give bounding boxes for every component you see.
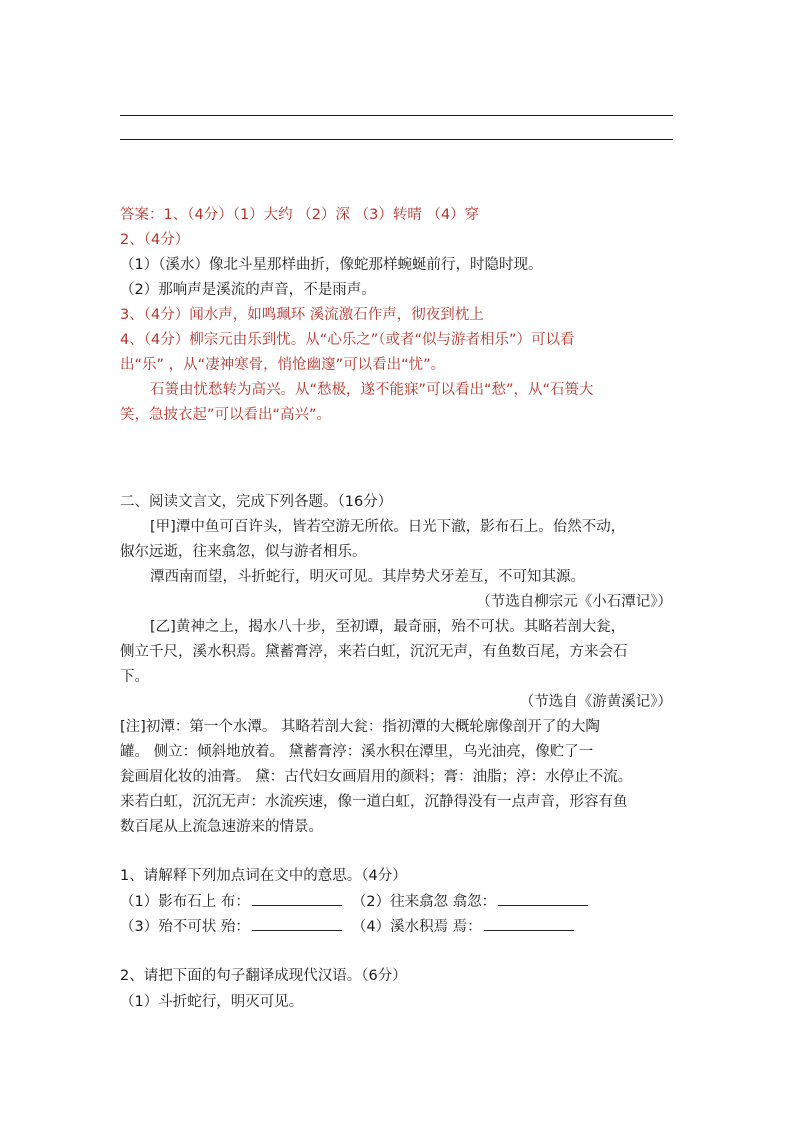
- question-2-title: 2、请把下面的句子翻译成现代汉语。（6分）: [120, 968, 407, 984]
- answer-line-6: 4、（4分）柳宗元由乐到忧。从“心乐之”（或者“似与游者相乐”）可以看: [120, 332, 575, 348]
- answer-line-4: （2）那响声是溪流的声音，不是雨声。: [120, 282, 376, 298]
- answer-line-9: 笑，急披衣起”可以看出“高兴”。: [120, 407, 332, 423]
- answer-line-3: （1）（溪水）像北斗星那样曲折，像蛇那样蜿蜒前行，时隐时现。: [120, 257, 543, 273]
- passage-jia-line-3: 潭西南而望，斗折蛇行，明灭可见。其岸势犬牙差互，不可知其源。: [150, 569, 585, 585]
- answer-blank-line-2: [120, 139, 673, 140]
- answer-line-5: 3、（4分）闻水声，如鸣珮环 溪流激石作声，彻夜到枕上: [120, 307, 484, 323]
- answer-line-7: 出“乐” ，从“凄神寒骨，悄怆幽邃”可以看出“忧”。: [120, 357, 446, 373]
- answer-blank[interactable]: [252, 891, 342, 906]
- passage-yi-line-2: 侧立千尺，溪水积焉。黛蓄膏渟，来若白虹，沉沉无声，有鱼数百尾，方来会石: [120, 644, 628, 660]
- passage-yi-source: （节选自《游黄溪记》）: [519, 694, 672, 710]
- answer-line-2: 2、（4分）: [120, 232, 190, 248]
- question-2-item-1: （1）斗折蛇行，明灭可见。: [120, 994, 304, 1010]
- passage-yi-line-3: 下。: [120, 669, 149, 685]
- question-1-item-2: （2）往来翕忽 翕忽：: [351, 894, 497, 910]
- answer-line-1: 答案：1、（4分）（1）大约 （2）深 （3）转晴 （4）穿: [120, 207, 480, 223]
- answer-blank-line-1: [120, 115, 673, 116]
- answer-blank[interactable]: [484, 916, 574, 931]
- note-line-3: 瓮画眉化妆的油膏。 黛：古代妇女画眉用的颜料；膏：油脂；渟：水停止不流。: [120, 769, 633, 785]
- passage-jia-source: （节选自柳宗元《小石潭记》）: [476, 594, 672, 610]
- note-line-4: 来若白虹，沉沉无声：水流疾速，像一道白虹，沉静得没有一点声音，形容有鱼: [120, 794, 628, 810]
- question-1-item-4: （4）溪水积焉 焉：: [351, 919, 482, 935]
- question-1-item-3: （3）殆不可状 殆：: [120, 919, 250, 935]
- passage-jia-line-1: [甲]潭中鱼可百许头，皆若空游无所依。日光下澈，影布石上。佁然不动，: [150, 519, 626, 535]
- note-line-5: 数百尾从上流急速游来的情景。: [120, 819, 323, 835]
- question-1-item-1: （1）影布石上 布：: [120, 894, 250, 910]
- question-1-row-2: [120, 916, 574, 937]
- answer-line-8: 石箦由忧愁转为高兴。从“愁极，遂不能寐”可以看出“愁”，从“石篑大: [150, 382, 594, 398]
- passage-jia-line-2: 俶尔远逝，往来翕忽，似与游者相乐。: [120, 544, 367, 560]
- answer-blank[interactable]: [252, 916, 342, 931]
- note-line-2: 罐。 侧立：倾斜地放着。 黛蓄膏渟：溪水积在潭里，乌光油亮，像贮了一: [120, 744, 594, 760]
- question-1-title: 1、请解释下列加点词在文中的意思。（4分）: [120, 868, 407, 884]
- question-1-row-1: [120, 891, 588, 912]
- reading-heading: 二、阅读文言文，完成下列各题。（16分）: [120, 494, 393, 510]
- note-line-1: [注]初潭：第一个水潭。 其略若剖大瓮：指初潭的大概轮廓像剖开了的大陶: [120, 719, 600, 735]
- passage-yi-line-1: [乙]黄神之上，揭水八十步，至初谭，最奇丽，殆不可状。其略若剖大瓮，: [150, 619, 626, 635]
- answer-blank[interactable]: [498, 891, 588, 906]
